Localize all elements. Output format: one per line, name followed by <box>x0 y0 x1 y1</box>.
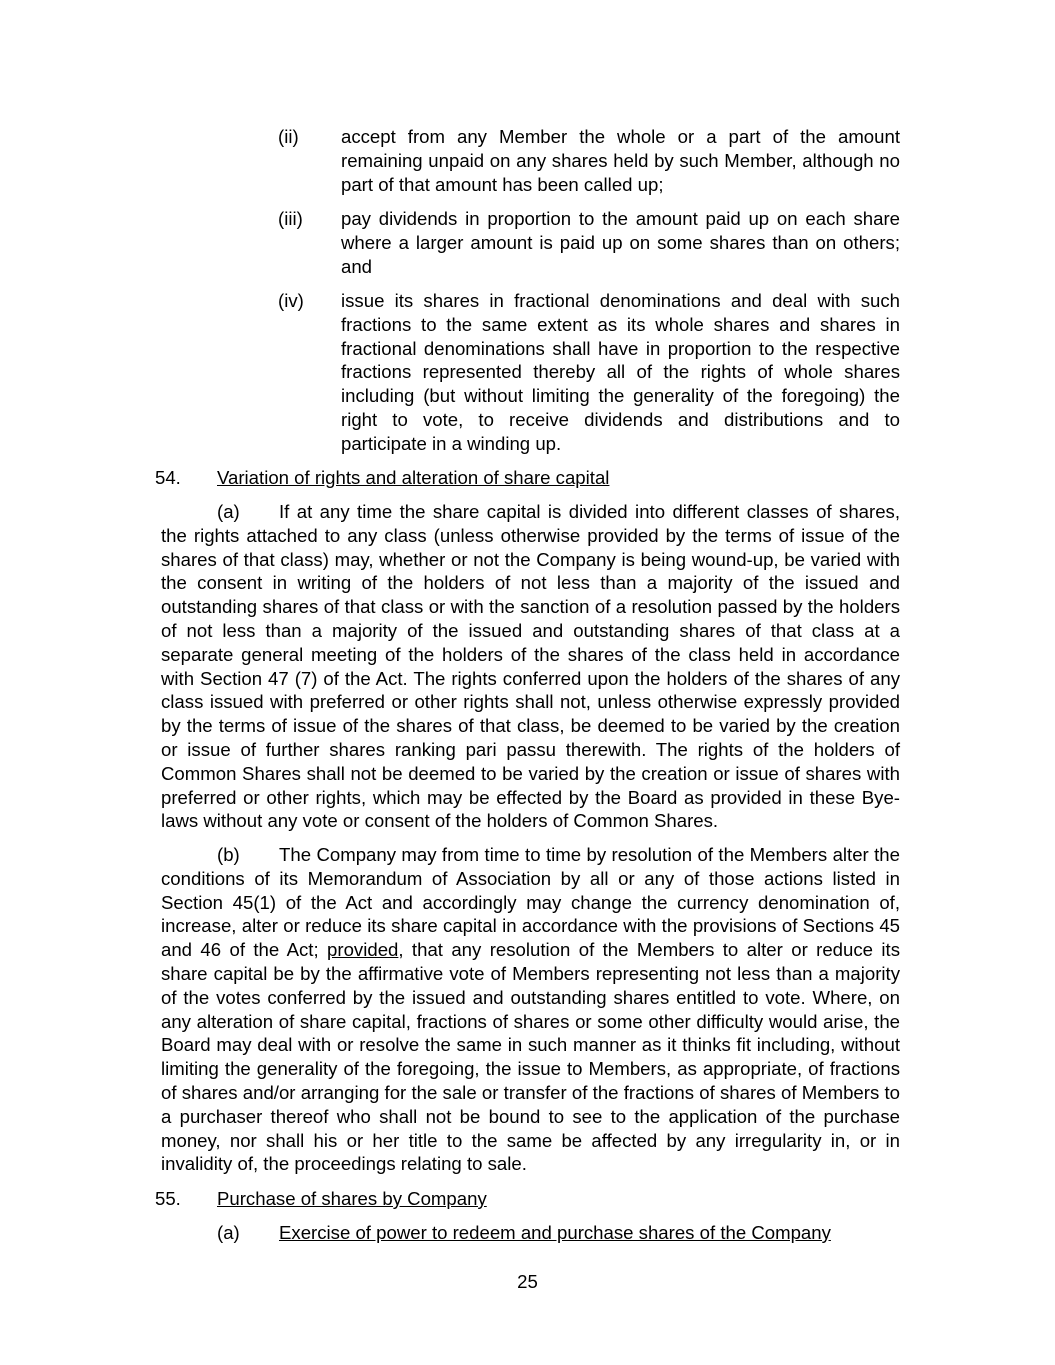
item-text: pay dividends in proportion to the amount paid up on each share where a larger amount is paid up on some shares than on others; and <box>341 208 900 277</box>
item-number: (ii) <box>278 126 299 147</box>
provided-underlined: provided <box>327 939 399 961</box>
section-number: 55. <box>155 1188 181 1209</box>
subheading-label: (a) <box>217 1222 240 1243</box>
section-number: 54. <box>155 467 181 488</box>
paragraph-label: (b) <box>217 844 240 865</box>
item-number: (iv) <box>278 290 304 311</box>
paragraph-text-after: , that any resolution of the Members to alter or reduce its share capital be by the affirmative vote of Members representing not less than a majority of the votes conferred by the issued and outstanding shares entitled to vote. Where, on any alteration of share capital, fractions of shares or some other difficulty would arise, the Board may deal with or resolve the same in such manner as it thinks fit including, without limiting the generality of the foregoing, the issue to Members, as appropriate, of fractions of shares and/or arranging for the sale or transfer of the fractions of shares of Members to a purchaser thereof who shall not be bound to see to the application of the purchase money, nor shall his or her title to the same be affected by any irregularity in, or in invalidity of, the proceedings relating to sale. <box>161 939 900 1175</box>
item-number: (iii) <box>278 208 303 229</box>
section-title: Purchase of shares by Company <box>217 1188 487 1209</box>
section-54-paragraph-a <box>161 500 900 833</box>
item-text: issue its shares in fractional denominations and deal with such fractions to the same extent as its whole shares and shares in fractional denominations shall have in proportion to the respective fractions represented thereby all of the rights of whole shares including (but without limiting the generality of the foregoing) the right to vote, to receive dividends and distributions and to participate in a winding up. <box>341 290 900 454</box>
item-text: accept from any Member the whole or a part of the amount remaining unpaid on any shares held by such Member, although no part of that amount has been called up; <box>341 126 900 195</box>
section-54-paragraph-b <box>161 843 900 1176</box>
paragraph-label: (a) <box>217 501 240 522</box>
subheading-title: Exercise of power to redeem and purchase shares of the Company <box>279 1222 831 1243</box>
paragraph-text-before: The Company may from time to time by resolution of the Members alter the conditions of its Memorandum of Association by all or any of those actions listed in Section 45(1) of the Act and accordingly may change the currency denomination of, increase, alter or reduce its share capital in accordance with the provisions of Sections 45 and 46 of the Act; <box>161 844 900 961</box>
page-number: 25 <box>517 1271 538 1292</box>
paragraph-text: If at any time the share capital is divided into different classes of shares, the rights attached to any class (unless otherwise provided by the terms of issue of the shares of that class) may, whether or not the Company is being wound-up, be varied with the consent in writing of the holders of not less than a majority of the issued and outstanding shares of that class or with the sanction of a resolution passed by the holders of not less than a majority of the issued and outstanding shares of that class at a separate general meeting of the holders of the shares of the class held in accordance with Section 47 (7) of the Act. The rights conferred upon the holders of the shares of any class issued with preferred or other rights shall not, unless otherwise expressly provided by the terms of issue of the shares of that class, be deemed to be varied by the creation or issue of further shares ranking pari passu therewith. The rights of the holders of Common Shares shall not be deemed to be varied by the creation or issue of shares with preferred or other rights, which may be effected by the Board as provided in these Bye-laws without any vote or consent of the holders of Common Shares. <box>161 501 900 832</box>
section-title: Variation of rights and alteration of share capital <box>217 467 610 488</box>
